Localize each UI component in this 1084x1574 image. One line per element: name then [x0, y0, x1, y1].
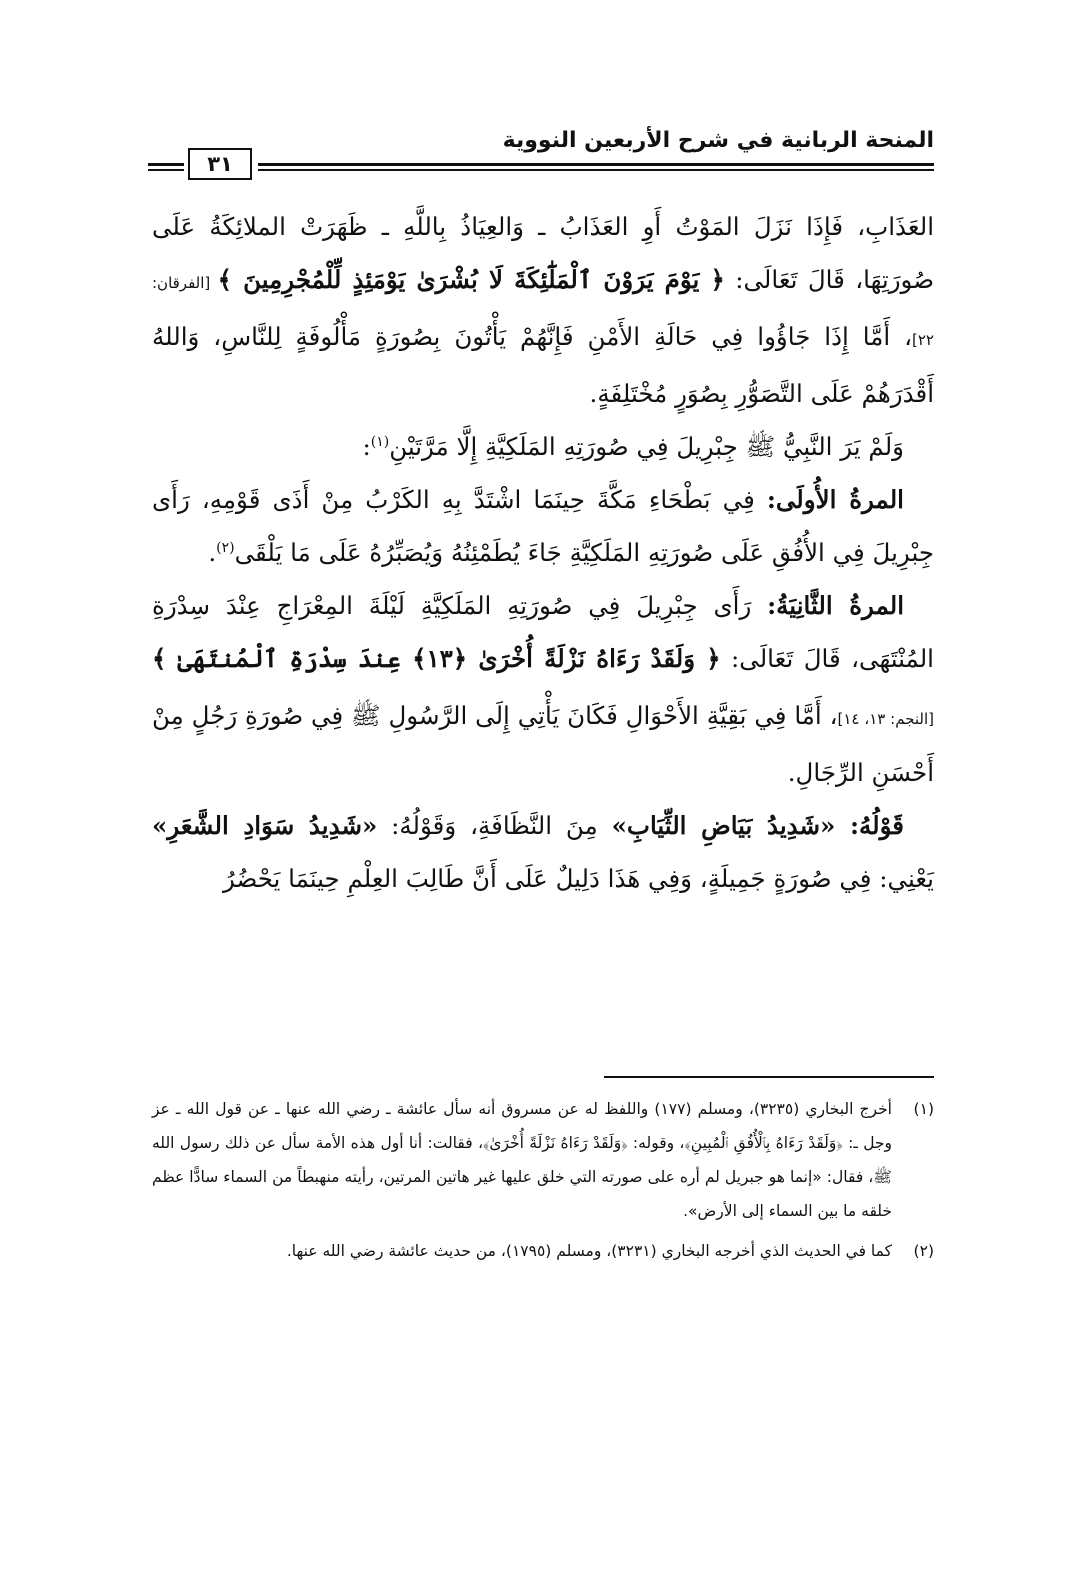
footnote-2-number: (٢)	[913, 1242, 934, 1260]
paragraph-4-text-b: ، أَمَّا فِي بَقِيَّةِ الأَحْوَالِ فَكَانَ يَأْتِي إِلَى الرَّسُولِ ﷺ فِي صُورَةِ رَجُلٍ مِنْ أَحْسَنِ الرِّجَالِ.	[152, 701, 934, 787]
quran-verse-furqan: ﴿ يَوْمَ يَرَوْنَ ٱلْمَلَٰٓئِكَةَ لَا بُشْرَىٰ يَوْمَئِذٍ لِّلْمُجْرِمِينَ ﴾	[217, 265, 725, 294]
footnote-2	[152, 1234, 934, 1268]
paragraph-5	[152, 799, 934, 905]
footnote-1-number: (١)	[913, 1100, 934, 1118]
paragraph-2-text: وَلَمْ يَرَ النَّبِيُّ ﷺ جِبْرِيلَ فِي صُورَتِهِ المَلَكِيَّةِ إِلَّا مَرَّتَيْنِ	[389, 432, 904, 461]
his-saying-heading: قَوْلُهُ:	[849, 811, 904, 840]
running-header-title: المنحة الربانية في شرح الأربعين النووية	[502, 128, 934, 153]
header-double-rule	[258, 163, 934, 171]
paragraph-4	[152, 579, 934, 799]
paragraph-1	[152, 200, 934, 420]
page-number: ٣١	[188, 148, 252, 180]
paragraph-2	[152, 420, 934, 473]
paragraph-3-text: فِي بَطْحَاءِ مَكَّةَ حِينَمَا اشْتَدَّ بِهِ الكَرْبُ مِنْ أَذَى قَوْمِهِ، رَأَى جِبْرِيلَ فِي الأُفُقِ عَلَى صُورَتِهِ المَلَكِيَّةِ جَاءَ يُطَمْئِنُهُ وَيُصَبِّرُهُ عَلَى مَا يَلْقَى	[152, 485, 934, 567]
paragraph-4-text-a: رَأَى جِبْرِيلَ فِي صُورَتِهِ المَلَكِيَّةِ لَيْلَةَ المِعْرَاجِ عِنْدَ سِدْرَةِ المُنْتَهَى، قَالَ تَعَالَى:	[152, 591, 934, 673]
footnote-ref-2[interactable]: (٢)	[216, 539, 235, 556]
footnote-2-text: كما في الحديث الذي أخرجه البخاري (٣٢٣١)، ومسلم (١٧٩٥)، من حديث عائشة رضي الله عنها.	[286, 1242, 892, 1260]
hadith-quote-white-clothes: «شَدِيدُ بَيَاضِ الثِّيَابِ»	[611, 811, 850, 840]
paragraph-1-text-b: ، أَمَّا إِذَا جَاؤُوا فِي حَالَةِ الأَمْنِ فَإِنَّهُمْ يَأْتُونَ بِصُورَةٍ مَأْلُوفَةٍ لِلنَّاسِ، وَاللهُ أَقْدَرَهُمْ عَلَى التَّصَوُّرِ بِصُوَرٍ مُخْتَلِفَةٍ.	[152, 322, 934, 408]
second-time-heading: المرةُ الثَّانِيَةُ:	[767, 591, 905, 620]
footnotes	[152, 1092, 934, 1268]
paragraph-3-end: .	[208, 538, 217, 567]
paragraph-1-text-a: العَذَابِ، فَإِذَا نَزَلَ المَوْتُ أَوِ العَذَابُ ـ وَالعِيَاذُ بِاللَّهِ ـ ظَهَرَتْ الملائِكَةُ عَلَى صُورَتِهَا، قَالَ تَعَالَى:	[152, 212, 934, 294]
footnote-1-text: أخرج البخاري (٣٢٣٥)، ومسلم (١٧٧) واللفظ له عن مسروق أنه سأل عائشة ـ رضي الله عنها ـ عن قول الله ـ عز وجل ـ: ﴿وَلَقَدْ رَءَاهُ بِٱلْأُفُقِ ٱلْمُبِينِ﴾، وقوله: ﴿وَلَقَدْ رَءَاهُ نَزْلَةً أُخْرَىٰ﴾، فقالت: أنا أول هذه الأمة سأل عن ذلك رسول الله ﷺ، فقال: «إنما هو جبريل لم أره على صورته التي خلق عليها غير هاتين المرتين، رأيته منهبطاً من السماء سادًّا عظم خلقه ما بين السماء إلى الأرض».	[152, 1100, 892, 1220]
verse-citation-furqan: [الفرقان: ٢٢]	[152, 274, 934, 349]
footnote-separator	[604, 1076, 934, 1078]
paragraph-5-text-a: مِنَ النَّظَافَةِ، وَقَوْلُهُ:	[377, 811, 612, 840]
verse-citation-najm: [النجم: ١٣، ١٤]	[837, 710, 934, 728]
first-time-heading: المرةُ الأُولَى:	[766, 485, 904, 514]
paragraph-2-end: :	[362, 432, 371, 461]
hadith-quote-black-hair: «شَدِيدُ سَوَادِ الشَّعَرِ»	[152, 811, 378, 840]
header-double-rule-short	[148, 163, 184, 171]
quran-verse-najm: ﴿ وَلَقَدْ رَءَاهُ نَزْلَةً أُخْرَىٰ ﴿١٣﴾ عِندَ سِدْرَةِ ٱلْمُنتَهَىٰ ﴾	[152, 644, 721, 673]
footnote-1	[152, 1092, 934, 1228]
footnote-ref-1[interactable]: (١)	[370, 433, 390, 450]
paragraph-5-text-b: يَعْنِي: فِي صُورَةٍ جَمِيلَةٍ، وَفِي هَذَا دَلِيلٌ عَلَى أَنَّ طَالِبَ العِلْمِ حِينَمَا يَحْضُرُ	[222, 864, 934, 893]
paragraph-3	[152, 473, 934, 579]
main-text	[152, 200, 934, 905]
